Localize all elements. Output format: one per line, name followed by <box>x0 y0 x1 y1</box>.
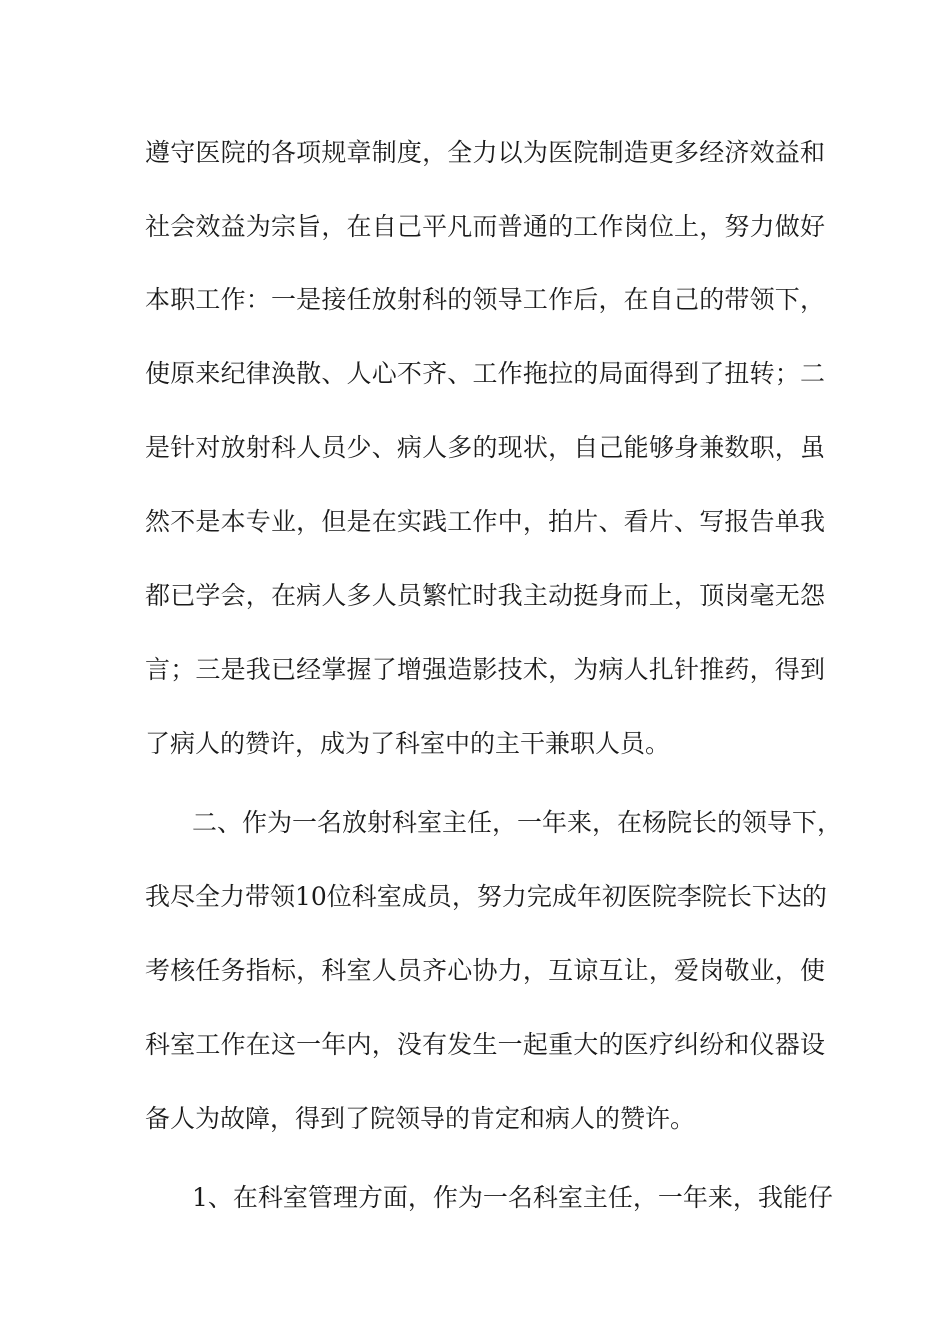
text-line: 考核任务指标，科室人员齐心协力，互谅互让，爱岗敬业，使 <box>145 956 825 985</box>
text-line: 社会效益为宗旨，在自己平凡而普通的工作岗位上，努力做好 <box>145 212 825 241</box>
text-line: 是针对放射科人员少、病人多的现状，自己能够身兼数职，虽 <box>145 433 825 462</box>
text-line: 我尽全力带领10位科室成员，努力完成年初医院李院长下达的 <box>145 882 827 911</box>
text-line: 本职工作：一是接任放射科的领导工作后，在自己的带领下， <box>145 285 825 314</box>
text-line: 使原来纪律涣散、人心不齐、工作拖拉的局面得到了扭转；二 <box>145 359 825 388</box>
paragraph-start-line: 1、在科室管理方面，作为一名科室主任，一年来，我能仔 <box>192 1183 833 1212</box>
text-line: 科室工作在这一年内，没有发生一起重大的医疗纠纷和仪器设 <box>145 1030 825 1059</box>
text-line: 遵守医院的各项规章制度，全力以为医院制造更多经济效益和 <box>145 138 825 167</box>
text-line: 然不是本专业，但是在实践工作中，拍片、看片、写报告单我 <box>145 507 825 536</box>
text-line: 言；三是我已经掌握了增强造影技术，为病人扎针推药，得到 <box>145 655 825 684</box>
text-line: 都已学会，在病人多人员繁忙时我主动挺身而上，顶岗毫无怨 <box>145 581 825 610</box>
text-line: 备人为故障，得到了院领导的肯定和病人的赞许。 <box>145 1104 696 1133</box>
text-line: 了病人的赞许，成为了科室中的主干兼职人员。 <box>145 729 671 758</box>
paragraph-start-line: 二、作为一名放射科室主任，一年来，在杨院长的领导下， <box>192 808 843 837</box>
